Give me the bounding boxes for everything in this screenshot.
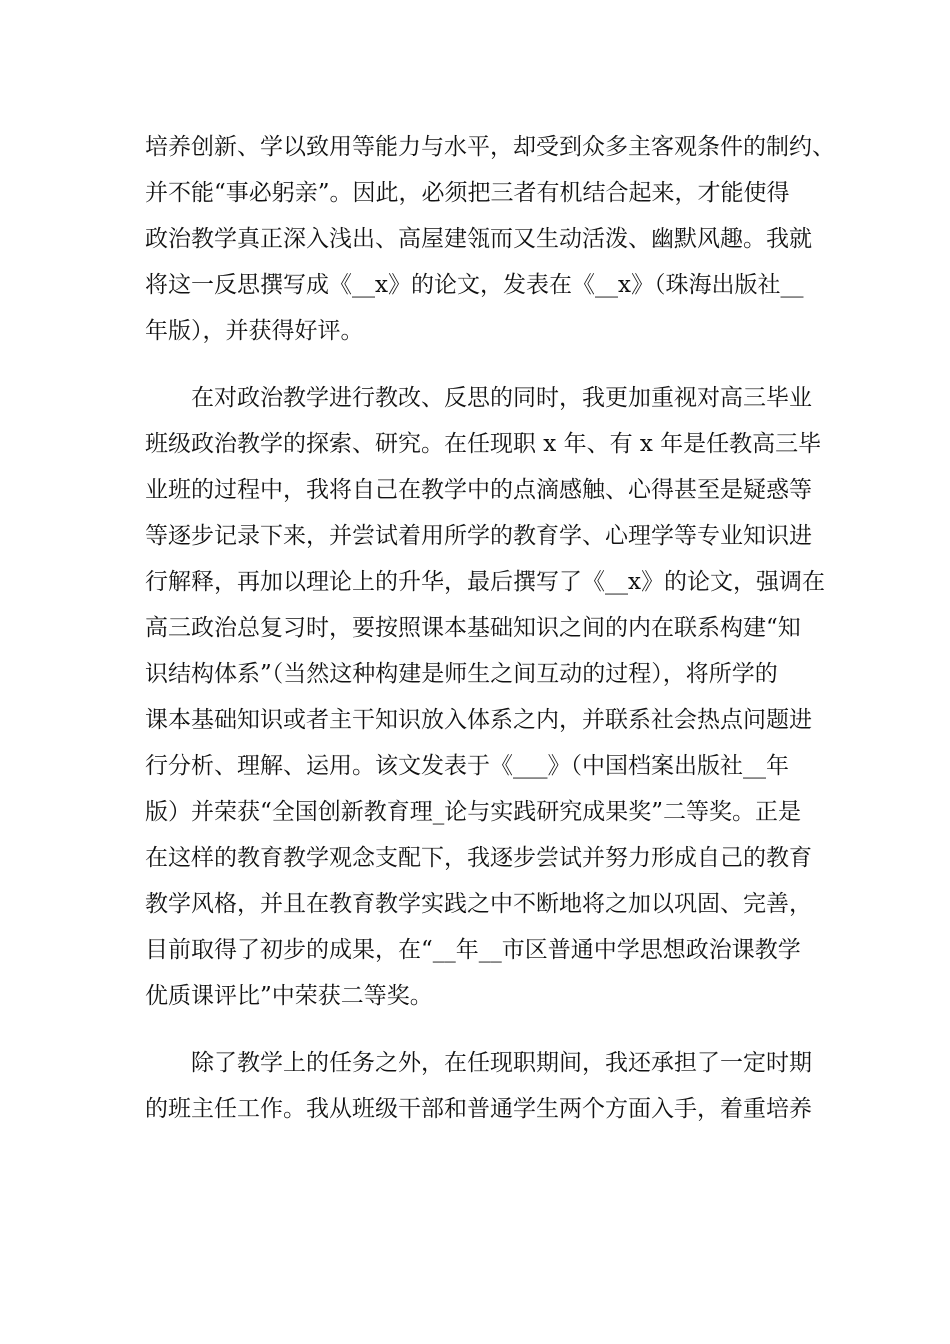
text-line: 目前取得了初步的成果，在“__年__市区普通中学思想政治课教学 <box>145 937 801 963</box>
text-line: 将这一反思撰写成《__x》的论文，发表在《__x》（珠海出版社__ <box>145 272 804 298</box>
text-line: 的班主任工作。我从班级干部和普通学生两个方面入手，着重培养 <box>145 1096 812 1122</box>
text-line: 年版），并获得好评。 <box>145 318 364 344</box>
text-line: 教学风格，并且在教育教学实践之中不断地将之加以巩固、完善， <box>145 891 812 917</box>
text-line: 除了教学上的任务之外，在任现职期间，我还承担了一定时期 <box>191 1050 812 1076</box>
paragraph-3 <box>145 1040 812 1132</box>
text-line: 在这样的教育教学观念支配下，我逐步尝试并努力形成自己的教育 <box>145 845 812 871</box>
paragraph-gap <box>145 354 805 375</box>
text-line: 培养创新、学以致用等能力与水平，却受到众多主客观条件的制约、 <box>145 134 835 160</box>
document-body <box>145 124 835 1132</box>
paragraph-gap <box>145 1019 805 1040</box>
paragraph-2 <box>145 375 825 1019</box>
text-line: 业班的过程中，我将自己在教学中的点滴感触、心得甚至是疑惑等 <box>145 477 812 503</box>
paragraph-1 <box>145 124 835 354</box>
text-line: 课本基础知识或者主干知识放入体系之内，并联系社会热点问题进 <box>145 707 812 733</box>
text-line: 班级政治教学的探索、研究。在任现职 x 年、有 x 年是任教高三毕 <box>145 431 822 457</box>
text-line: 政治教学真正深入浅出、高屋建瓴而又生动活泼、幽默风趣。我就 <box>145 226 812 252</box>
text-line: 高三政治总复习时，要按照课本基础知识之间的内在联系构建“知 <box>145 615 801 641</box>
text-line: 版）并荣获“全国创新教育理_论与实践研究成果奖”二等奖。正是 <box>145 799 802 825</box>
text-line: 并不能“事必躬亲”。因此，必须把三者有机结合起来，才能使得 <box>145 180 790 206</box>
text-line: 行解释，再加以理论上的升华，最后撰写了《__x》的论文，强调在 <box>145 569 825 595</box>
text-line: 识结构体系”（当然这种构建是师生之间互动的过程），将所学的 <box>145 661 778 687</box>
text-line: 等逐步记录下来，并尝试着用所学的教育学、心理学等专业知识进 <box>145 523 812 549</box>
text-line: 在对政治教学进行教改、反思的同时，我更加重视对高三毕业 <box>191 385 812 411</box>
text-line: 优质课评比”中荣获二等奖。 <box>145 983 433 1009</box>
text-line: 行分析、理解、运用。该文发表于《___》（中国档案出版社__年 <box>145 753 789 779</box>
